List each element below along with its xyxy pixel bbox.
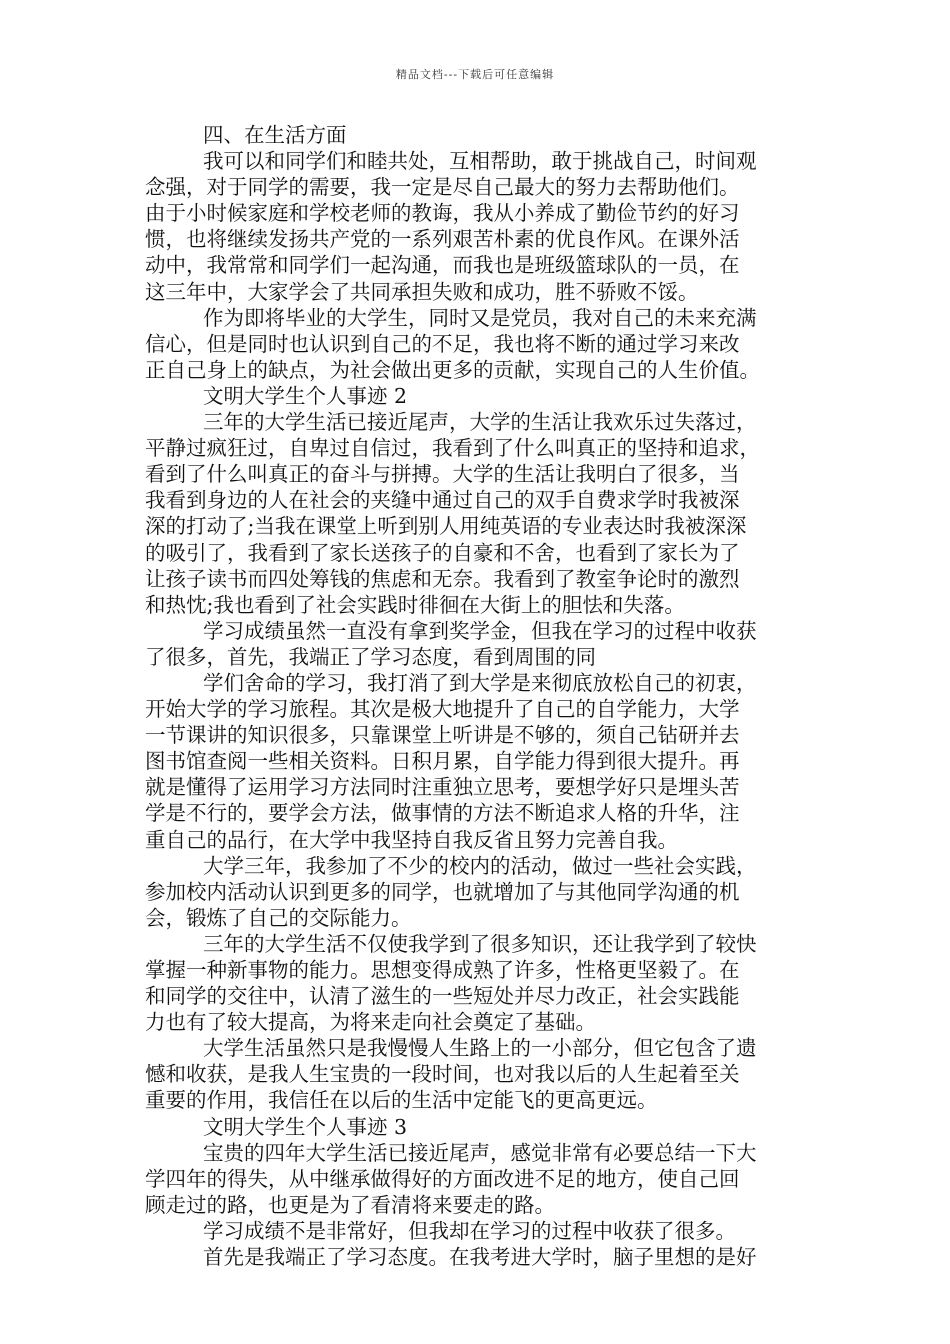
text-line: 就是懂得了运用学习方法同时注重独立思考，要想学好只是埋头苦 (145, 775, 740, 800)
text-line: 首先是我端正了学习态度。在我考进大学时，脑子里想的是好 (203, 1245, 757, 1270)
text-line: 四、在生活方面 (203, 123, 347, 147)
text-line: 作为即将毕业的大学生，同时又是党员，我对自己的未来充满 (203, 305, 757, 330)
text-line: 看到了什么叫真正的奋斗与拼搏。大学的生活让我明白了很多，当 (145, 462, 740, 487)
text-line: 我看到身边的人在社会的夹缝中通过自己的双手自费求学时我被深 (145, 488, 740, 513)
text-line: 一节课讲的知识很多，只靠课堂上听讲是不够的，须自己钻研并去 (145, 723, 740, 748)
text-line: 了很多，首先，我端正了学习态度，看到周围的同 (145, 644, 596, 669)
text-line: 我可以和同学们和睦共处，互相帮助，敢于挑战自己，时间观 (203, 149, 757, 174)
text-line: 学习成绩虽然一直没有拿到奖学金，但我在学习的过程中收获 (203, 618, 757, 643)
text-line: 会，锻炼了自己的交际能力。 (145, 905, 412, 930)
text-line: 大学三年，我参加了不少的校内的活动，做过一些社会实践， (203, 853, 757, 878)
text-line: 信心，但是同时也认识到自己的不足，我也将不断的通过学习来改 (145, 331, 740, 356)
text-line: 文明大学生个人事迹 3 (203, 1114, 408, 1139)
text-line: 惯，也将继续发扬共产党的一系列艰苦朴素的优良作风。在课外活 (145, 227, 740, 252)
text-line: 文明大学生个人事迹 2 (203, 383, 408, 408)
text-line: 和热忱;我也看到了社会实践时徘徊在大街上的胆怯和失落。 (145, 592, 685, 617)
text-line: 动中，我常常和同学们一起沟通，而我也是班级篮球队的一员，在 (145, 253, 740, 278)
text-line: 三年的大学生活已接近尾声，大学的生活让我欢乐过失落过， (203, 410, 757, 435)
page-header: 精品文档---下载后可任意编辑 (395, 68, 555, 81)
text-line: 图书馆查阅一些相关资料。日积月累，自学能力得到很大提升。再 (145, 749, 740, 774)
text-line: 让孩子读书而四处筹钱的焦虑和无奈。我看到了教室争论时的激烈 (145, 566, 740, 591)
text-line: 力也有了较大提高，为将来走向社会奠定了基础。 (145, 1010, 596, 1035)
text-line: 参加校内活动认识到更多的同学，也就增加了与其他同学沟通的机 (145, 879, 740, 904)
text-line: 重自己的品行，在大学中我坚持自我反省且努力完善自我。 (145, 827, 678, 852)
text-line: 正自己身上的缺点，为社会做出更多的贡献，实现自己的人生价值。 (145, 357, 760, 382)
text-line: 深的打动了;当我在课堂上听到别人用纯英语的专业表达时我被深深 (145, 514, 747, 539)
text-line: 学四年的得失，从中继承做得好的方面改进不足的地方，使自己回 (145, 1166, 740, 1191)
document-body (145, 122, 805, 1270)
text-line: 三年的大学生活不仅使我学到了很多知识，还让我学到了较快 (203, 931, 757, 956)
text-line: 顾走过的路，也更是为了看清将来要走的路。 (145, 1192, 555, 1217)
text-line: 学习成绩不是非常好，但我却在学习的过程中收获了很多。 (203, 1218, 736, 1243)
text-line: 平静过疯狂过，自卑过自信过，我看到了什么叫真正的坚持和追求， (145, 436, 760, 461)
text-line: 掌握一种新事物的能力。思想变得成熟了许多，性格更坚毅了。在 (145, 958, 740, 982)
text-line: 重要的作用，我信任在以后的生活中定能飞的更高更远。 (145, 1088, 658, 1113)
text-line: 由于小时候家庭和学校老师的教诲，我从小养成了勤俭节约的好习 (145, 201, 740, 226)
text-line: 这三年中，大家学会了共同承担失败和成功，胜不骄败不馁。 (145, 279, 699, 304)
text-line: 念强，对于同学的需要，我一定是尽自己最大的努力去帮助他们。 (145, 175, 740, 200)
text-line: 学是不行的，要学会方法，做事情的方法不断追求人格的升华，注 (145, 801, 740, 826)
text-line: 憾和收获，是我人生宝贵的一段时间，也对我以后的人生起着至关 (145, 1062, 740, 1087)
text-line: 和同学的交往中，认清了滋生的一些短处并尽力改正，社会实践能 (145, 984, 740, 1009)
text-line: 宝贵的四年大学生活已接近尾声，感觉非常有必要总结一下大 (203, 1140, 757, 1165)
text-line: 大学生活虽然只是我慢慢人生路上的一小部分，但它包含了遗 (203, 1036, 757, 1061)
text-line: 的吸引了，我看到了家长送孩子的自豪和不舍，也看到了家长为了 (145, 540, 740, 565)
text-line: 学们舍命的学习，我打消了到大学是来彻底放松自己的初衷， (203, 670, 757, 695)
text-line: 开始大学的学习旅程。其次是极大地提升了自己的自学能力，大学 (145, 697, 740, 722)
